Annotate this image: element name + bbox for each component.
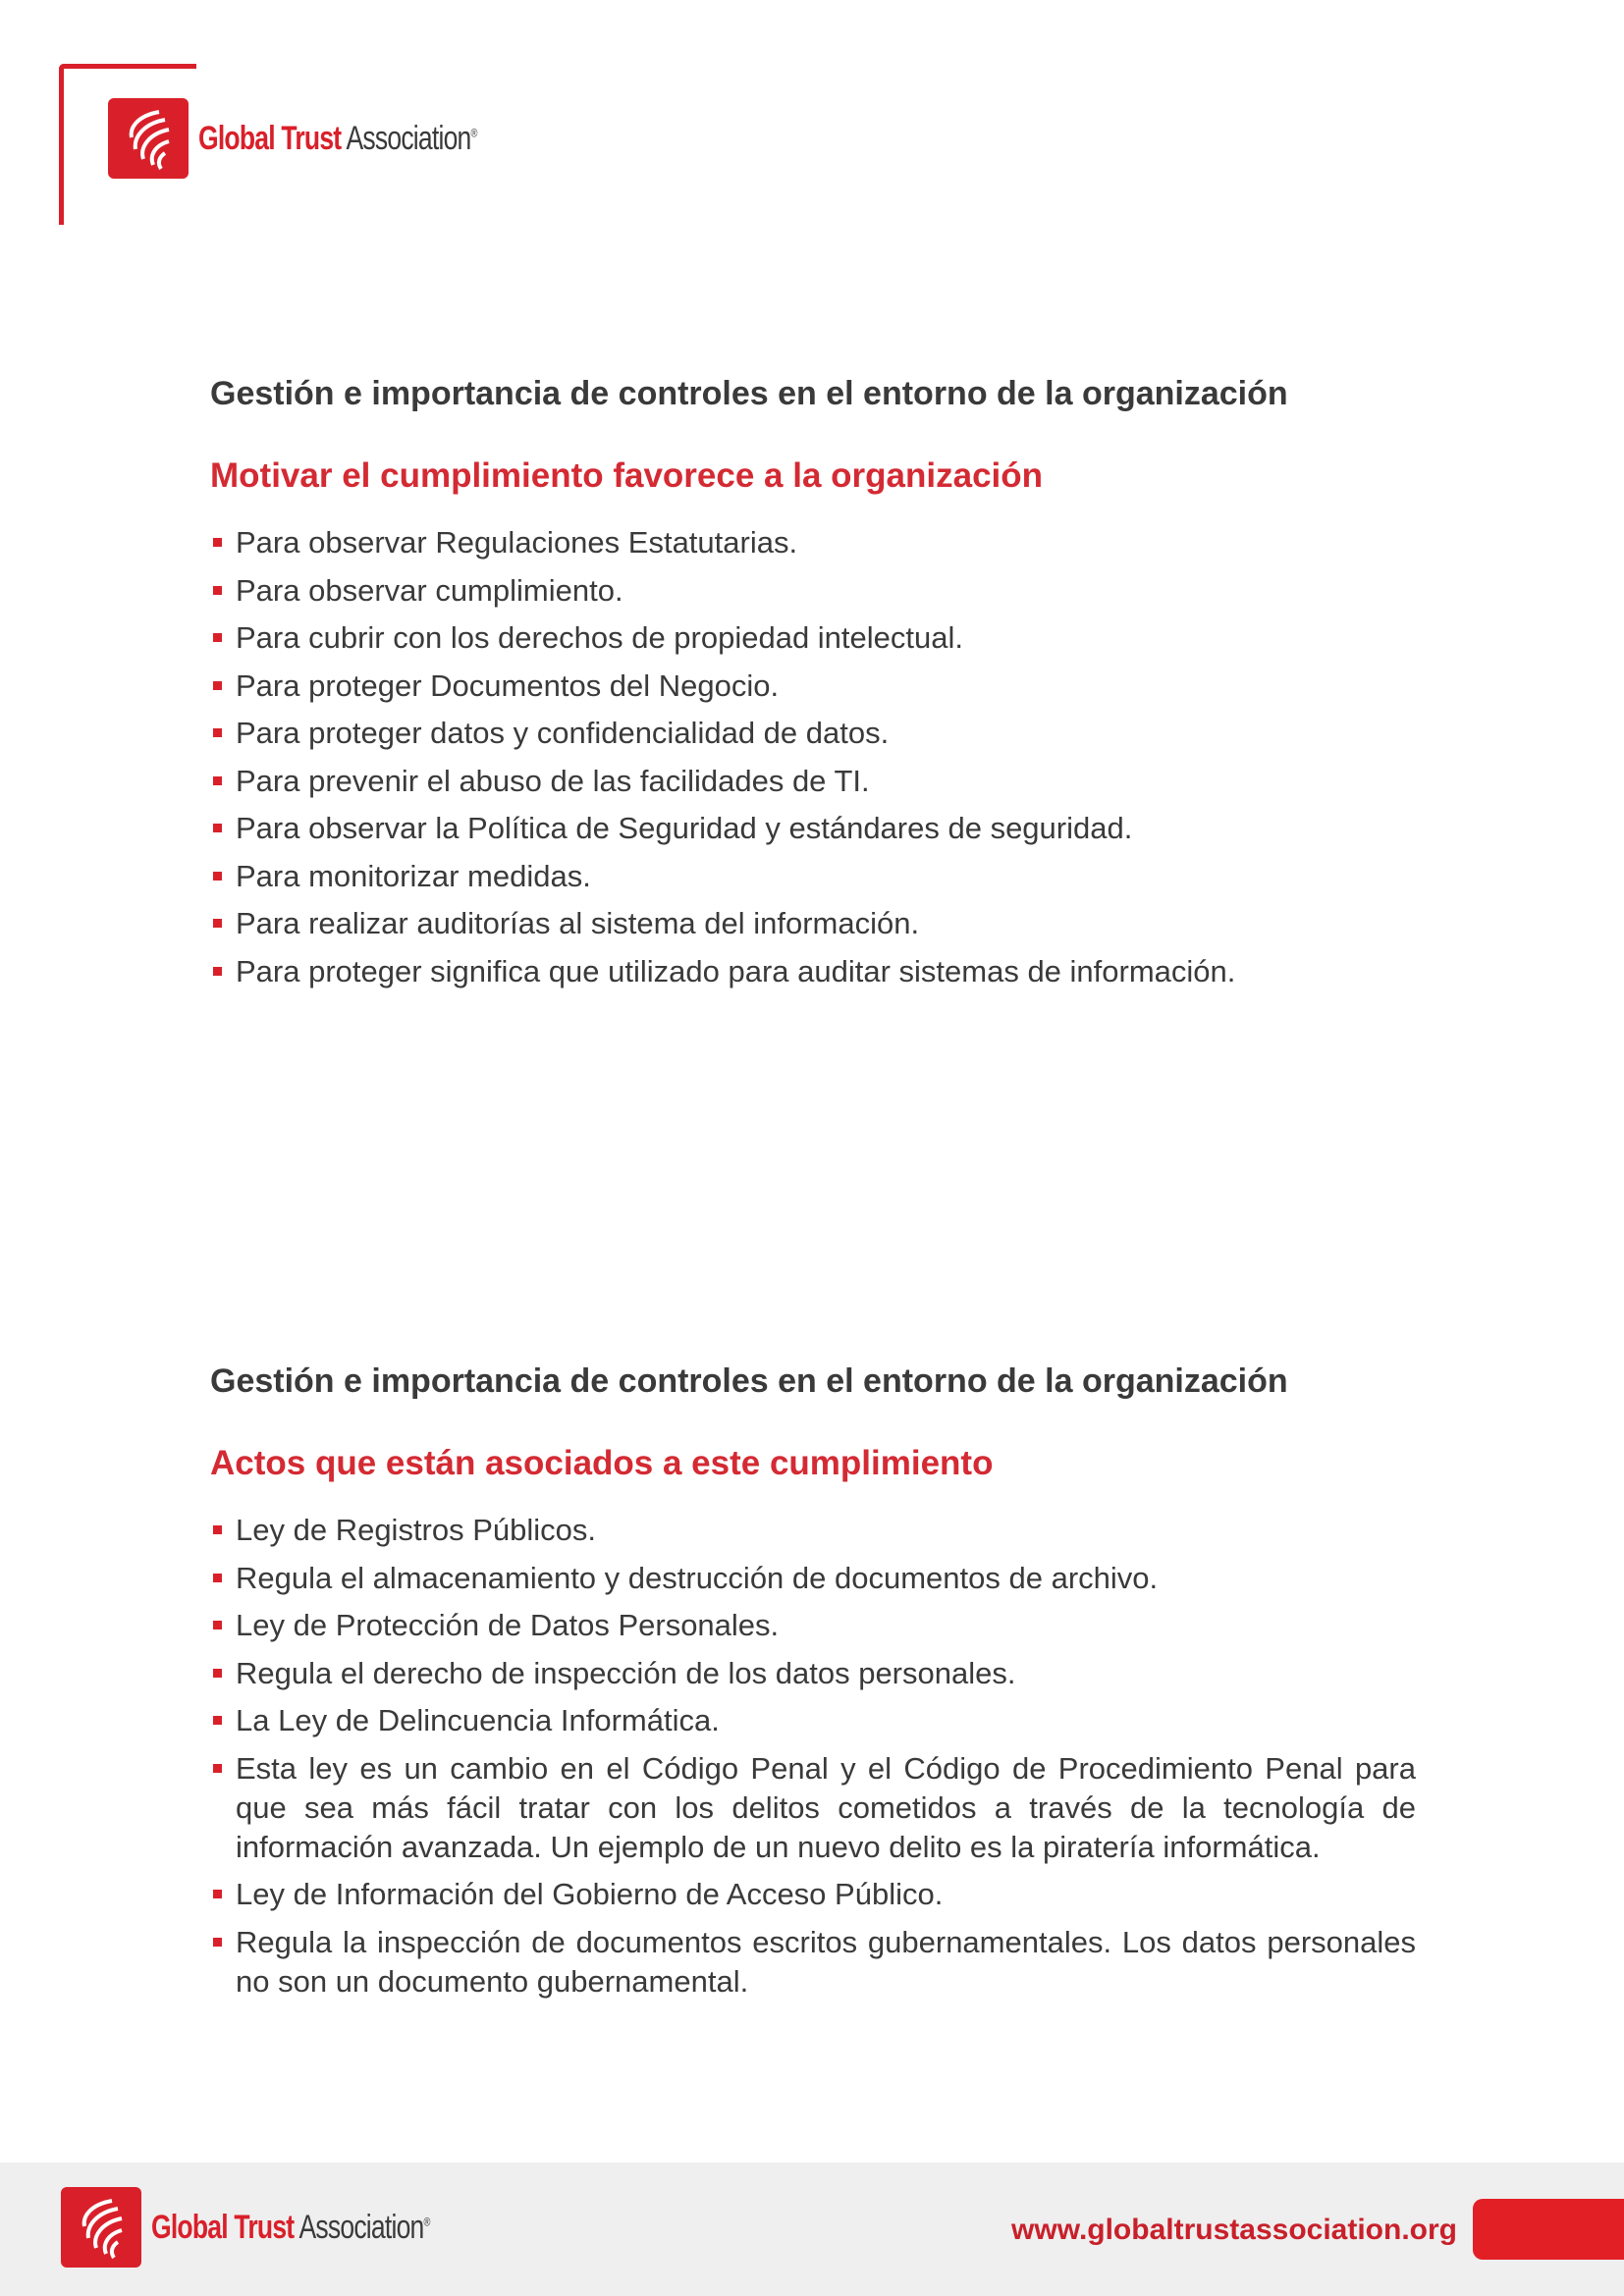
section-subheading: Actos que están asociados a este cumplimiento (210, 1444, 994, 1482)
section-heading: Gestión e importancia de controles en el entorno de la organización (210, 375, 1288, 412)
brand-name-part2: Association (346, 119, 471, 157)
brand-name (198, 120, 477, 158)
list-item: Para proteger datos y confidencialidad de datos. (210, 714, 1416, 753)
list-item: Para proteger significa que utilizado para auditar sistemas de información. (210, 952, 1416, 991)
bullet-list (210, 523, 1416, 991)
section-1 (210, 375, 1416, 999)
globe-icon (61, 2187, 141, 2268)
footer-accent-tab (1473, 2199, 1624, 2260)
brand-name-part2: Association (298, 2208, 424, 2246)
corner-bracket-left (59, 64, 64, 225)
globe-icon (108, 98, 189, 179)
section-2 (210, 1362, 1416, 2009)
bullet-list (210, 1511, 1416, 2002)
list-item: La Ley de Delincuencia Informática. (210, 1701, 1416, 1740)
list-item: Para realizar auditorías al sistema del información. (210, 904, 1416, 943)
footer-logo[interactable] (61, 2187, 509, 2268)
list-item: Para prevenir el abuso de las facilidades de TI. (210, 762, 1416, 801)
list-item: Para observar cumplimiento. (210, 571, 1416, 611)
list-item: Para cubrir con los derechos de propiedad intelectual. (210, 618, 1416, 658)
list-item: Ley de Registros Públicos. (210, 1511, 1416, 1550)
list-item: Regula el almacenamiento y destrucción de documentos de archivo. (210, 1559, 1416, 1598)
list-item: Para monitorizar medidas. (210, 857, 1416, 896)
website-link[interactable]: www.globaltrustassociation.org (1011, 2214, 1457, 2246)
list-item: Regula el derecho de inspección de los datos personales. (210, 1654, 1416, 1693)
registered-mark: ® (423, 2215, 430, 2229)
list-item: Ley de Protección de Datos Personales. (210, 1606, 1416, 1645)
list-item: Esta ley es un cambio en el Código Penal y el Código de Procedimiento Penal para que sea más fácil tratar con los delitos cometidos a través de la tecnología de información avanzada. Un ejemplo de un nuevo delito es la piratería informática. (210, 1749, 1416, 1867)
brand-name (151, 2209, 430, 2247)
section-heading: Gestión e importancia de controles en el entorno de la organización (210, 1362, 1288, 1400)
list-item: Ley de Información del Gobierno de Acceso Público. (210, 1875, 1416, 1914)
registered-mark: ® (470, 126, 477, 140)
list-item: Para observar Regulaciones Estatutarias. (210, 523, 1416, 562)
header-logo[interactable] (108, 98, 556, 179)
brand-name-part1: Global Trust (151, 2208, 295, 2246)
brand-name-part1: Global Trust (198, 119, 342, 157)
corner-bracket-top (59, 64, 196, 69)
section-subheading: Motivar el cumplimiento favorece a la organización (210, 456, 1044, 495)
list-item: Para proteger Documentos del Negocio. (210, 667, 1416, 706)
list-item: Para observar la Política de Seguridad y estándares de seguridad. (210, 809, 1416, 848)
list-item: Regula la inspección de documentos escritos gubernamentales. Los datos personales no son un documento gubernamental. (210, 1923, 1416, 2002)
